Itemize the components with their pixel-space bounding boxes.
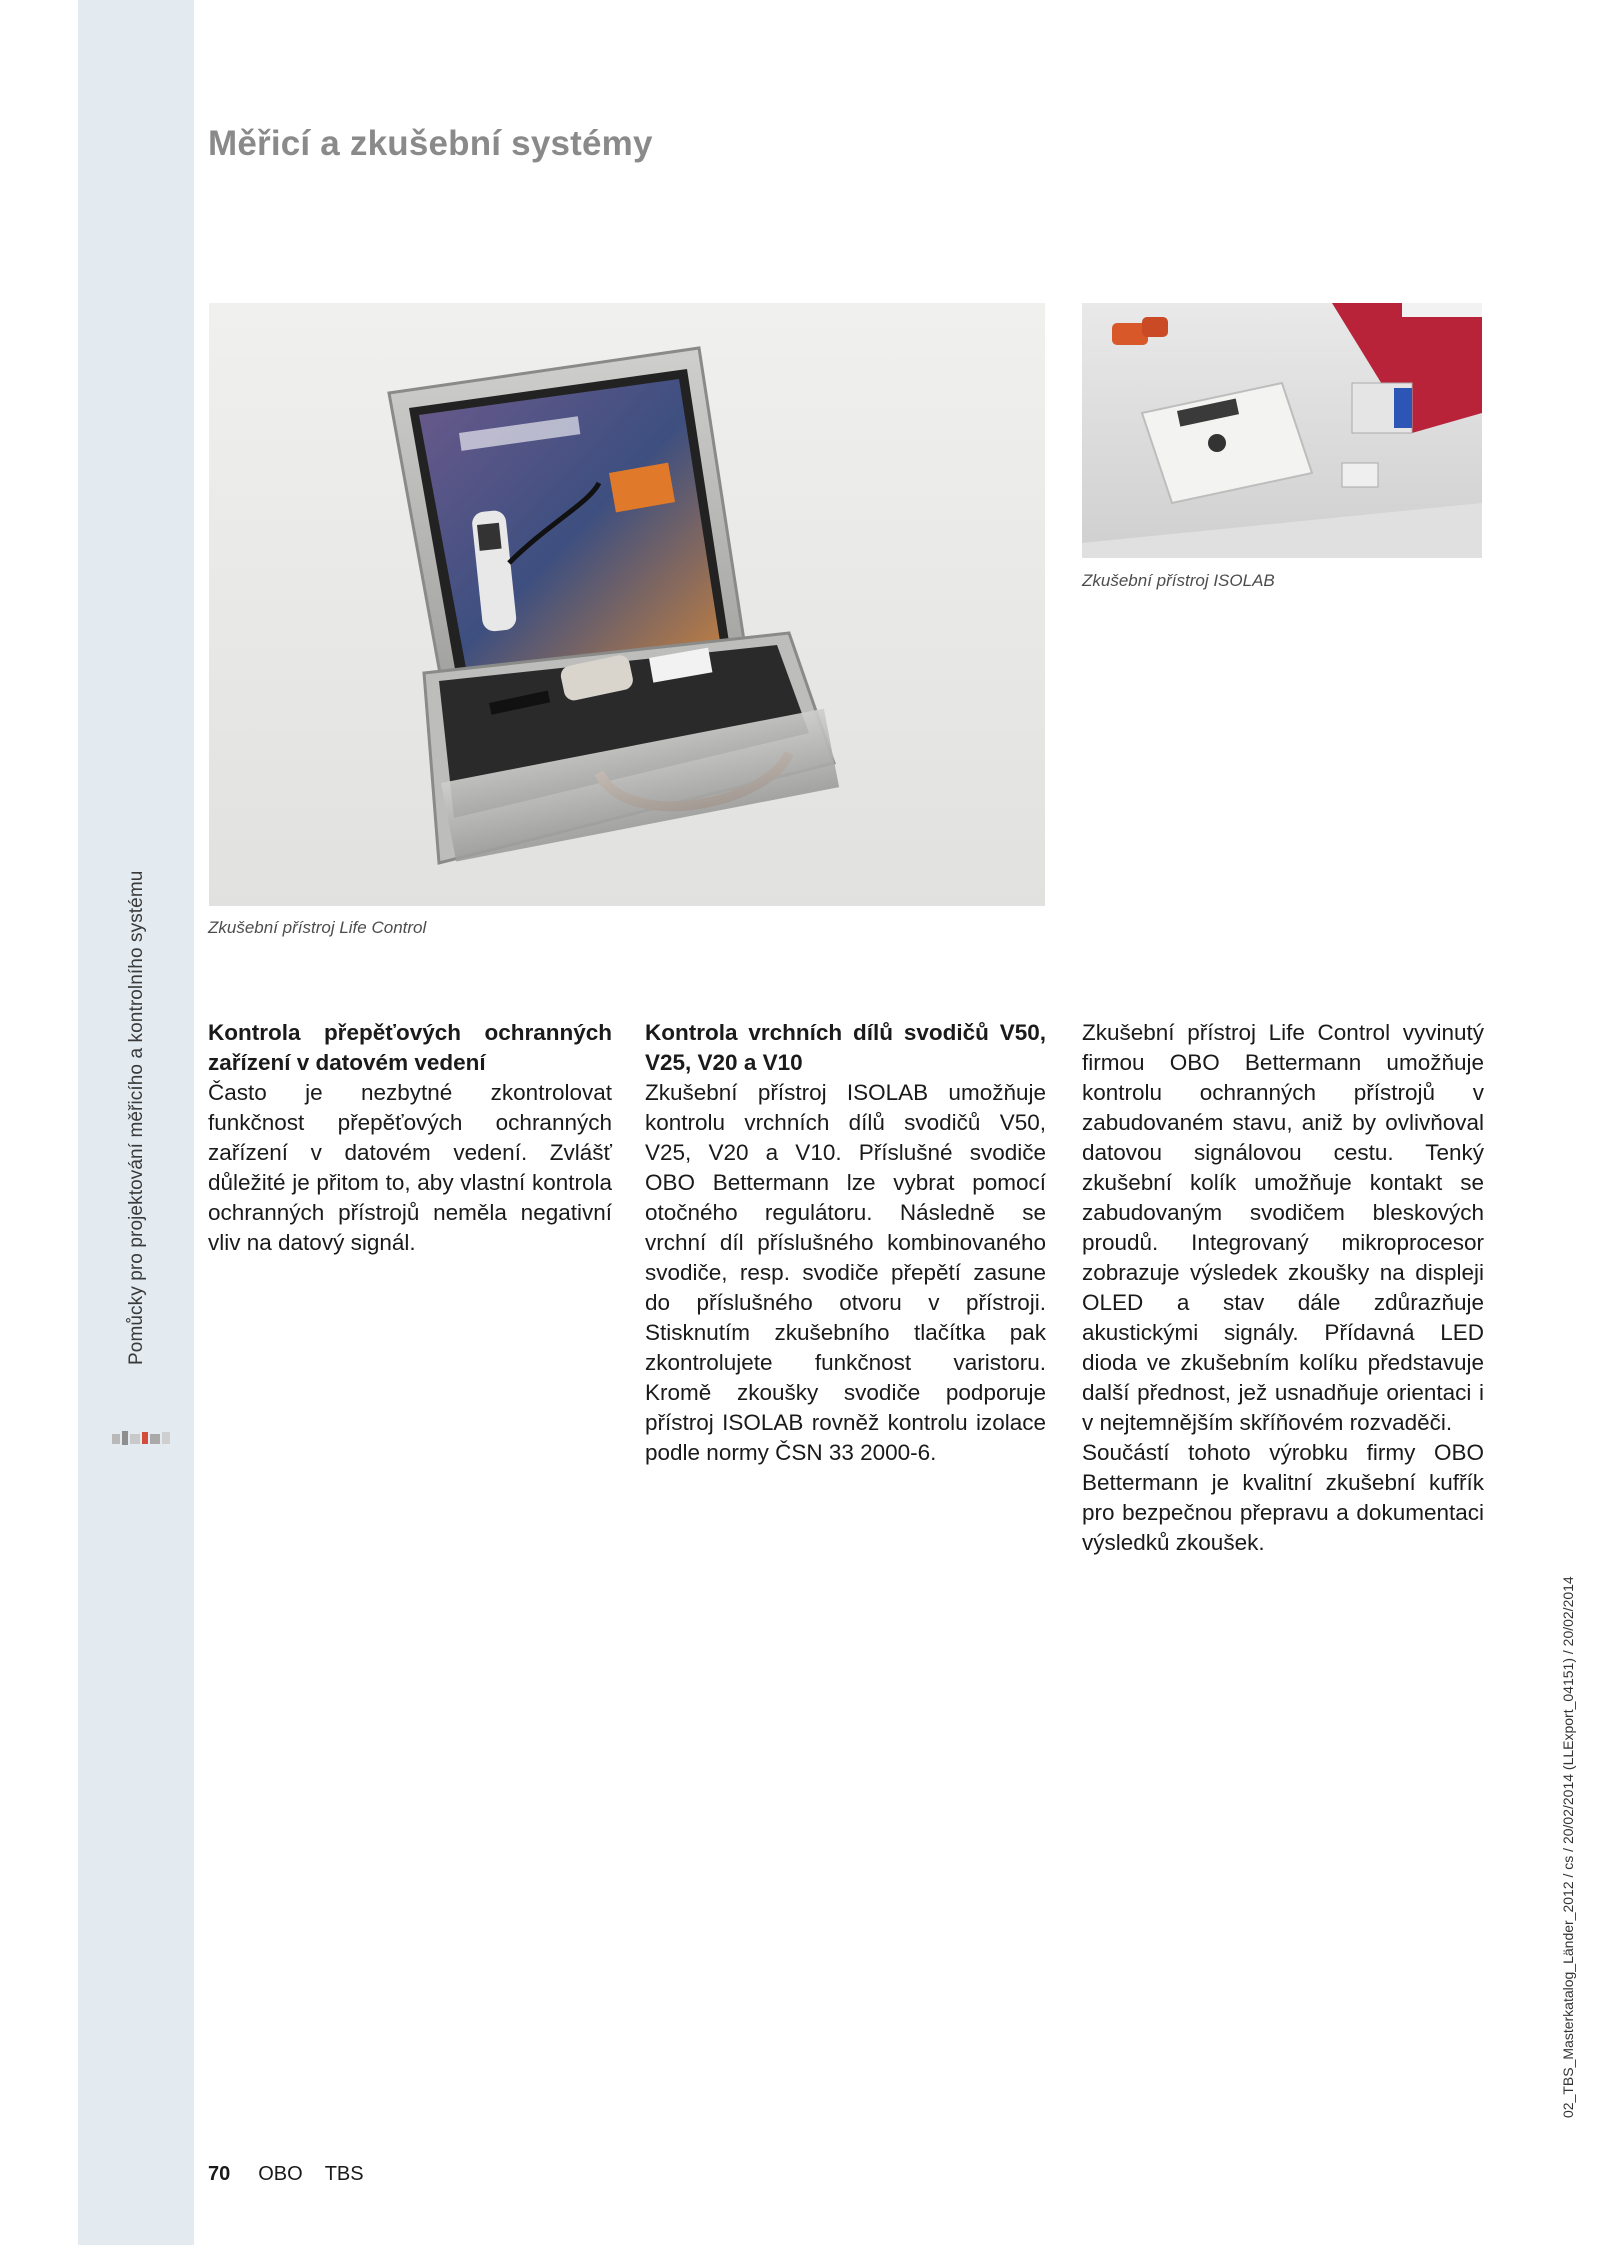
life-control-case-photo xyxy=(209,303,1045,906)
text-column-3 xyxy=(1082,1018,1484,1558)
page-number: 70 xyxy=(208,2163,231,2185)
print-metadata-label: 02_TBS_Masterkatalog_Länder_2012 / cs / 20/02/2014 (LLExport_04151) / 20/02/2014 xyxy=(1560,1576,1576,2118)
column-2-body: Zkušební přístroj ISOLAB umožňuje kontrolu vrchních dílů svodičů V50, V25, V20 a V10. Příslušné svodiče OBO Bettermann lze vybrat pomocí otočného regulátoru. Následně se vrchní díl příslušného kombinovaného svodiče, resp. svodiče přepětí zasune do příslušného otvoru v přístroji. Stisknutím zkušebního tlačítka pak zkontrolujete funkčnost varistoru. Kromě zkoušky svodiče podporuje přístroj ISOLAB rovněž kontrolu izolace podle normy ČSN 33 2000-6. xyxy=(645,1080,1046,1465)
column-3-body-1: Zkušební přístroj Life Control vyvinutý firmou OBO Bettermann umožňuje kontrolu ochranných přístrojů v zabudovaném stavu, aniž by ovlivňoval datovou signálovou cestu. Tenký zkušební kolík umožňuje kontakt se zabudovaným svodičem bleskových proudů. Integrovaný mikroprocesor zobrazuje výsledek zkoušky na displeji OLED a stav dále zdůrazňuje akustickými signály. Přídavná LED dioda ve zkušebním kolíku představuje další přednost, jež usnadňuje orientaci i v nejtemnějším skříňovém rozvaděči. xyxy=(1082,1020,1484,1435)
column-2-heading: Kontrola vrchních dílů svodičů V50, V25, V20 a V10 xyxy=(645,1020,1046,1075)
life-control-caption: Zkušební přístroj Life Control xyxy=(208,918,427,937)
footer-section: TBS xyxy=(324,2163,364,2185)
column-1-body: Často je nezbytné zkontrolovat funkčnost přepěťových ochranných zařízení v datovém vedení. Zvlášť důležité je přitom to, aby vlastní kontrola ochranných přístrojů neměla negativní vliv na datový signál. xyxy=(208,1080,612,1255)
page-footer xyxy=(208,2163,364,2186)
sidebar-section-label: Pomůcky pro projektování měřicího a kontrolního systému xyxy=(126,870,147,1365)
small-logo-icon xyxy=(112,1428,172,1448)
isolab-photo xyxy=(1082,303,1482,558)
page-title: Měřicí a zkušební systémy xyxy=(208,124,653,163)
isolab-caption: Zkušební přístroj ISOLAB xyxy=(1082,571,1275,590)
footer-brand: OBO xyxy=(258,2163,303,2185)
text-column-2 xyxy=(645,1018,1046,1468)
text-column-1 xyxy=(208,1018,612,1258)
column-1-heading: Kontrola přepěťových ochranných zařízení v datovém vedení xyxy=(208,1020,612,1075)
column-3-body-2: Součástí tohoto výrobku firmy OBO Bettermann je kvalitní zkušební kufřík pro bezpečnou přepravu a dokumentaci výsledků zkoušek. xyxy=(1082,1440,1484,1555)
